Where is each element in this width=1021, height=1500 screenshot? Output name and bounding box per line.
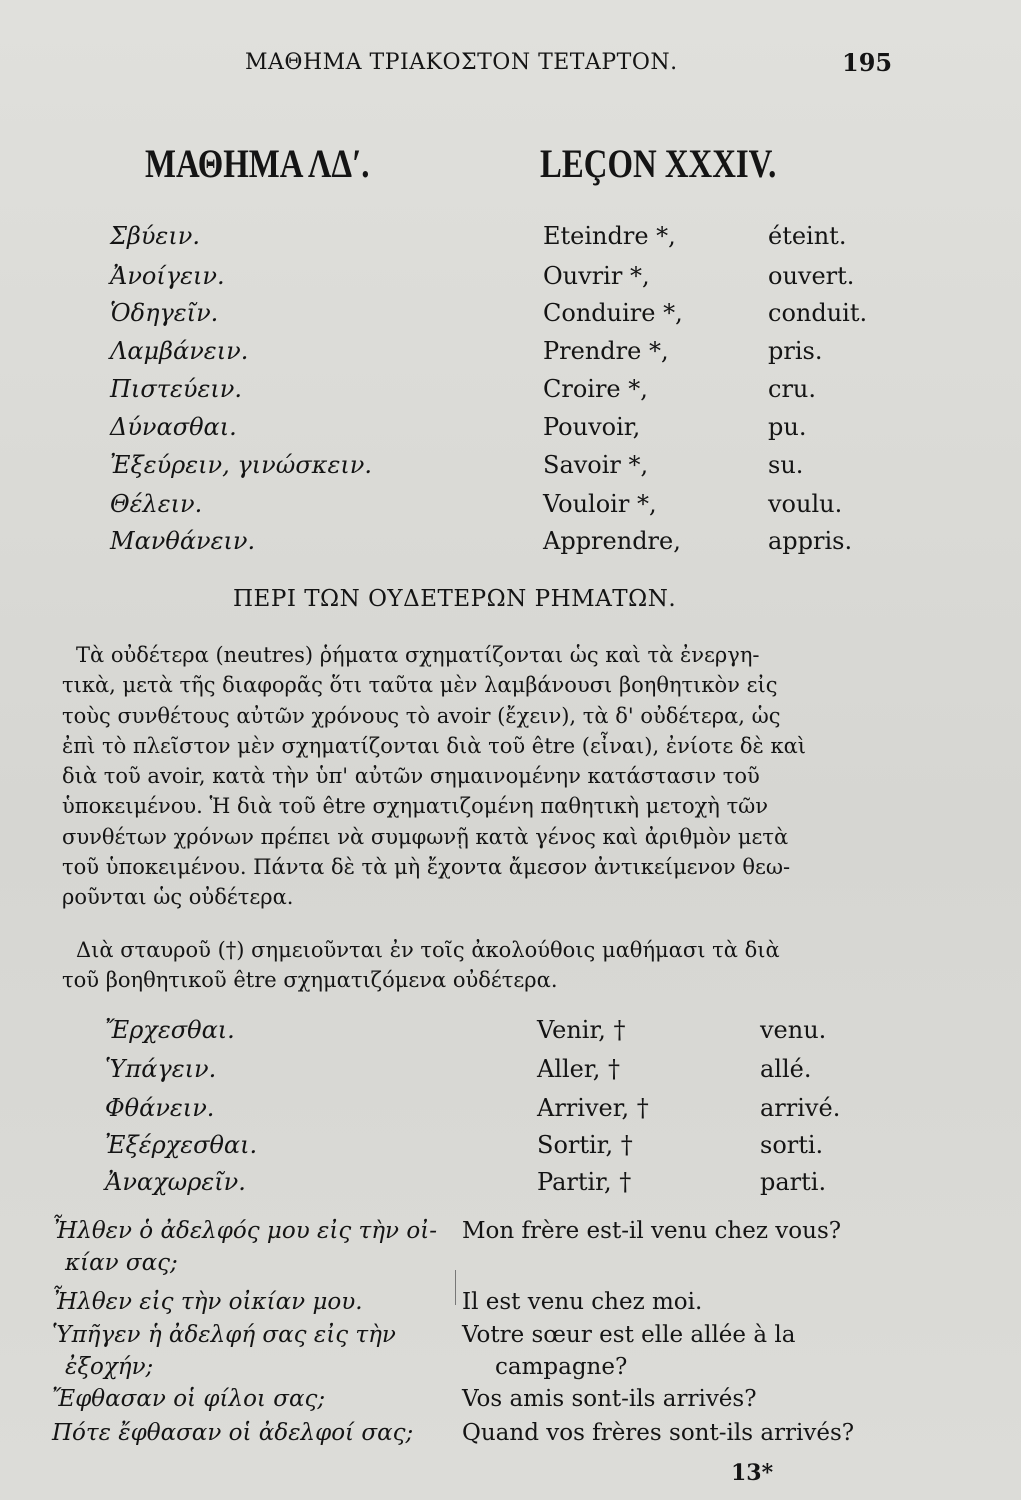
vocab-row: [0, 1131, 1021, 1167]
vocab-french: Ouvrir *,: [543, 262, 650, 290]
vocab-french: Sortir, †: [537, 1131, 633, 1159]
example-greek: Ἦλθεν ὁ ἀδελφός μου εἰς τὴν οἰ-: [52, 1218, 437, 1244]
paragraph-line: συνθέτων χρόνων πρέπει νὰ συμφωνῇ κατὰ γένος καὶ ἀριθμὸν μετὰ: [62, 824, 789, 849]
vocab-greek: Ἔρχεσθαι.: [105, 1016, 235, 1044]
running-head: ΜΑΘΗΜΑ ΤΡΙΑΚΟΣΤΟΝ ΤΕΤΑΡΤΟΝ.: [245, 50, 678, 75]
example-greek-continued: κίαν σας;: [65, 1250, 178, 1276]
paragraph-line: ροῦνται ὡς οὐδέτερα.: [62, 885, 294, 910]
vocab-participle: appris.: [768, 527, 853, 555]
example-french-continued: campagne?: [495, 1354, 628, 1380]
vocab-participle: cru.: [768, 375, 816, 403]
vocab-greek: Ἀναχωρεῖν.: [105, 1168, 246, 1196]
paragraph-line: ὑποκειμένου. Ἡ διὰ τοῦ être σχηματιζομένη παθητικὴ μετοχὴ τῶν: [62, 794, 769, 819]
vocab-row: [0, 222, 1021, 258]
vocab-participle: arrivé.: [760, 1094, 841, 1122]
signature-mark: 13*: [731, 1460, 774, 1486]
vocab-row: [0, 1094, 1021, 1130]
vocab-participle: pu.: [768, 413, 807, 441]
vocab-greek: Δύνασθαι.: [110, 413, 237, 441]
vocab-french: Aller, †: [537, 1055, 620, 1083]
vocab-french: Apprendre,: [543, 527, 681, 555]
paragraph-line: Διὰ σταυροῦ (†) σημειοῦνται ἐν τοῖς ἀκολούθοις μαθήμασι τὰ διὰ: [76, 938, 780, 962]
example-greek: Ἦλθεν εἰς τὴν οἰκίαν μου.: [52, 1289, 363, 1315]
vocab-greek: Φθάνειν.: [105, 1094, 215, 1122]
vocab-row: [0, 451, 1021, 487]
paragraph-line: τοῦ ὑποκειμένου. Πάντα δὲ τὰ μὴ ἔχοντα ἄμεσον ἀντικείμενον θεω-: [62, 855, 791, 880]
paragraph-line: τικὰ, μετὰ τῆς διαφορᾶς ὅτι ταῦτα μὲν λαμβάνουσι βοηθητικὸν εἰς: [62, 673, 778, 698]
vocab-participle: su.: [768, 451, 804, 479]
paragraph-cross-note: [62, 935, 882, 996]
paragraph-line: διὰ τοῦ avoir, κατὰ τὴν ὑπ' αὐτῶν σημαινομένην κατάστασιν τοῦ: [62, 764, 760, 789]
vocab-french: Partir, †: [537, 1168, 632, 1196]
example-french: Votre sœur est elle allée à la: [462, 1322, 796, 1348]
vocab-row: [0, 299, 1021, 335]
example-greek: Ὑπῆγεν ἡ ἀδελφή σας εἰς τὴν: [52, 1322, 396, 1348]
vocab-french: Arriver, †: [537, 1094, 649, 1122]
paragraph-line: Τὰ οὐδέτερα (neutres) ῥήματα σχηματίζονται ὡς καὶ τὰ ἐνεργη-: [76, 643, 760, 667]
vocab-participle: voulu.: [768, 490, 843, 518]
vocab-french: Eteindre *,: [543, 222, 676, 250]
vocab-greek: Μανθάνειν.: [110, 527, 256, 555]
vocab-row: [0, 1016, 1021, 1052]
paragraph-line: ἐπὶ τὸ πλεῖστον μὲν σχηματίζονται διὰ τοῦ être (εἶναι), ἐνίοτε δὲ καὶ: [62, 733, 807, 758]
example-french: Il est venu chez moi.: [462, 1289, 703, 1315]
vocab-greek: Ὁδηγεῖν.: [110, 299, 219, 327]
vocab-row: [0, 337, 1021, 373]
vocab-french: Prendre *,: [543, 337, 669, 365]
paragraph-neutral-verbs: [62, 640, 882, 913]
vocab-participle: éteint.: [768, 222, 847, 250]
paragraph-line: τοῦ βοηθητικοῦ être σχηματιζόμενα οὐδέτερα.: [62, 968, 558, 993]
vocab-french: Pouvoir,: [543, 413, 641, 441]
vocab-participle: parti.: [760, 1168, 827, 1196]
vocab-participle: allé.: [760, 1055, 812, 1083]
vocab-greek: Ὑπάγειν.: [105, 1055, 217, 1083]
vocab-greek: Πιστεύειν.: [110, 375, 242, 403]
vocab-participle: pris.: [768, 337, 823, 365]
vocab-participle: conduit.: [768, 299, 868, 327]
vocab-french: Vouloir *,: [543, 490, 657, 518]
lesson-title-french: LEÇON XXXIV.: [540, 141, 777, 186]
vocab-greek: Ἐξέρχεσθαι.: [105, 1131, 258, 1159]
vocab-french: Venir, †: [537, 1016, 626, 1044]
vocab-greek: Λαμβάνειν.: [110, 337, 249, 365]
page-number: 195: [842, 48, 893, 77]
vocab-row: [0, 490, 1021, 526]
example-greek-continued: ἐξοχήν;: [65, 1354, 154, 1380]
vocab-row: [0, 375, 1021, 411]
vocab-row: [0, 527, 1021, 563]
paragraph-line: τοὺς συνθέτους αὐτῶν χρόνους τὸ avoir (ἔχειν), τὰ δ' οὐδέτερα, ὡς: [62, 703, 781, 728]
vocab-french: Croire *,: [543, 375, 648, 403]
example-french: Vos amis sont-ils arrivés?: [462, 1386, 757, 1412]
example-french: Quand vos frères sont-ils arrivés?: [462, 1420, 855, 1446]
column-rule: [455, 1270, 456, 1305]
example-greek: Πότε ἔφθασαν οἱ ἀδελφοί σας;: [52, 1420, 414, 1446]
vocab-participle: venu.: [760, 1016, 827, 1044]
vocab-french: Savoir *,: [543, 451, 649, 479]
vocab-row: [0, 413, 1021, 449]
vocab-row: [0, 1168, 1021, 1204]
vocab-greek: Θέλειν.: [110, 490, 203, 518]
vocab-greek: Ἐξεύρειν, γινώσκειν.: [110, 451, 372, 479]
vocab-french: Conduire *,: [543, 299, 683, 327]
example-french: Mon frère est-il venu chez vous?: [462, 1218, 842, 1244]
section-title: ΠΕΡΙ ΤΩΝ ΟΥΔΕΤΕΡΩΝ ΡΗΜΑΤΩΝ.: [233, 586, 677, 612]
vocab-participle: sorti.: [760, 1131, 824, 1159]
vocab-row: [0, 262, 1021, 298]
vocab-row: [0, 1055, 1021, 1091]
vocab-greek: Σβύειν.: [110, 222, 200, 250]
vocab-greek: Ἀνοίγειν.: [110, 262, 225, 290]
lesson-title-greek: ΜΑΘΗΜΑ ΛΔʹ.: [145, 141, 370, 186]
example-greek: Ἔφθασαν οἱ φίλοι σας;: [52, 1386, 326, 1412]
vocab-participle: ouvert.: [768, 262, 855, 290]
